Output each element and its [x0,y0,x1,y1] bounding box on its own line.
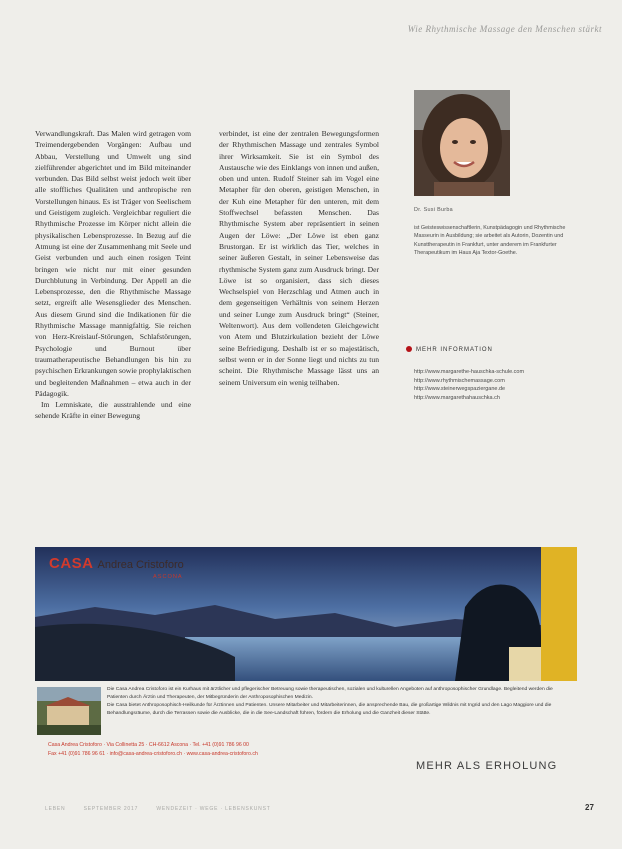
ad-contact-line: Fax +41 (0)91 786 96 61 · info@casa-andrea-cristoforo.ch · www.casa-andrea-cristoforo.ch [48,750,258,757]
info-link[interactable]: http://www.margarethahauschka.ch [414,394,500,401]
article-column-2 [219,128,379,388]
ad-paragraph: Die Casa bietet Anthroposophisch-Heilkunde für Ärztinnen und Patienten. Unsere Mitarbeiter und Mitarbeiterinnen, die ansprechende Bau, die großartige Wildnis mit Ingrid und den Lago Maggiore und die Behandlungsräume, durch die Terrassen sowie die Ausblicke, die in die See-Landschaft führen, fördern die Erholung und die Ganzheit dieser Stätte. [107,703,552,716]
article-paragraph: Im Lemniskate, die ausstrahlende und eine sehende Kräfte in einer Bewegung [35,400,191,421]
running-head: Wie Rhythmische Massage den Menschen stärkt [407,24,602,34]
author-caption: Dr. Susi Burba [414,207,453,213]
footer-magazine: WENDEZEIT · WEGE · LEBENSKUNST [156,806,271,812]
info-link[interactable]: http://www.steinerwegspaziergane.de [414,386,506,392]
page-number: 27 [585,803,594,812]
bullet-icon [406,346,412,352]
info-link[interactable]: http://www.margarethe-hauschka-schule.com [414,369,525,375]
ad-house-name: Andrea Cristoforo [97,559,184,571]
ad-contact-line: Casa Andrea Cristoforo · Via Collinetta 25 · CH-6612 Ascona · Tel. +41 (0)91 786 96 00 [48,742,249,748]
more-info-heading [406,346,493,353]
ad-slogan: MEHR ALS ERHOLUNG [416,760,558,772]
ad-logo [49,555,184,573]
footer-issue: SEPTEMBER 2017 [83,806,139,812]
house-thumbnail [37,687,101,735]
info-link[interactable]: http://www.rhythmischemassage.com [414,377,505,384]
portrait-image [414,90,510,196]
ad-paragraph: Die Casa Andrea Cristoforo ist ein Kurhaus mit ärztlicher und pflegerischer Betreuung sowie therapeutischen, sozialen und kulturellen Angeboten auf anthroposophischer Grundlage. Begleitend werden die Patienten durch Ärztin und Therapeuten, der Mitbegründerin der Anthroposophischen Medizin. [107,687,553,700]
ad-brand: CASA [49,555,94,572]
article-column-1 [35,128,191,422]
article-paragraph: verbindet, ist eine der zentralen Bewegungsformen der Rhythmischen Massage und zentrales Symbol ihrer Wirksamkeit. Sie ist ein Symbol des Austausche wie des Einklangs von innen und außen, oben und unten. Rudolf Steiner sah im Vogel eine Metapher für den oberen, geistigen Menschen, in der Kuh eine Metapher für den unteren, mit dem Stoffwechsel befassten Menschen. Das Rhythmische System aber repräsentiert in seinen Augen der Löwe: „Der Löwe ist eben ganz Brustorgan. Er ist wirklich das Tier, welches in seiner äußeren Gestalt, in seiner Lebensweise das rhythmische System ganz zum Ausdruck bringt. Der Löwe ist so organisiert, dass sich dieses Wechselspiel von Herzschlag und Atmen auch in dem gegenseitigen Verhältnis von seinem Herzen und seiner Lunge zum Ausdruck bringt“ (Steiner, Weltenwort). Aus dem vollendeten Gleichgewicht von Atem und Blutzirkulation bezieht der Löwe seine Befriedigung. Deshalb ist er so majestätisch, selbst wenn er in der Sonne liegt und nichts zu tun scheint. Die Rhythmische Massage lässt uns an seinem Universum ein wenig teilhaben. [219,129,379,387]
more-info-links [414,368,524,402]
advertisement-banner [35,547,577,681]
article-paragraph: Verwandlungskraft. Das Malen wird getragen vom Treimendergebenden Vorgängen: Aufbau und Abbau, Verstellung und Umwelt ung sind zielführender abgerichtet und im Bild miteinander verbunden. Das Bild selbst weist jedoch weit über alle stoffliches Qualitäten und anthropische ren Vorstellungen hinaus. Es ist Träger von Seelischem und Geistigem zugleich. Vergleichbar reguliert die Rhythmische Prozesse im Körper nicht allein die physikalischen Lebensprozesse. In Bezug auf die Atmung ist eine der Zusammenhang mit Seele und Geist verbunden und auch einen rosigen Teint bringen wie nicht nur mit einer gesunden Durchblutung in Verbindung. Der Appell an die Lebensprozesse, den die Rhythmische Massage setzt, ergreift alle Wesensglieder des Menschen. Aus diesem Grund sind die Indikationen für die Rhythmische Massage mannigfaltig. Sie reichen von Herz-Kreislauf-Störungen, Schlafstörungen, Psychologie und Burnout über traumatherapeutische Behandlungen bis hin zu psychischen Erkrankungen sowie prophylaktischen und begleitenden Maßnahmen – etwa auch in der Pädagogik. [35,129,191,398]
more-info-label: MEHR INFORMATION [416,347,493,353]
ad-description [107,686,569,718]
ad-accent-bar [541,547,577,681]
author-bio: ist Geisteswissenschaftlerin, Kunstpädagogin und Rhythmische Masseurin in Ausbildung; sie arbeitet als Autorin, Dozentin und Kunsttherapeutin in Frankfurt, unter anderem im Frankfurter Therapeutikum im Haus Aja Textor-Goethe. [414,225,566,256]
page-footer [45,806,287,812]
footer-section: LEBEN [45,806,66,812]
ad-location: ASCONA [153,574,183,580]
ad-house-photo [37,687,101,735]
ad-contact-block [48,741,378,758]
author-portrait [414,90,510,196]
